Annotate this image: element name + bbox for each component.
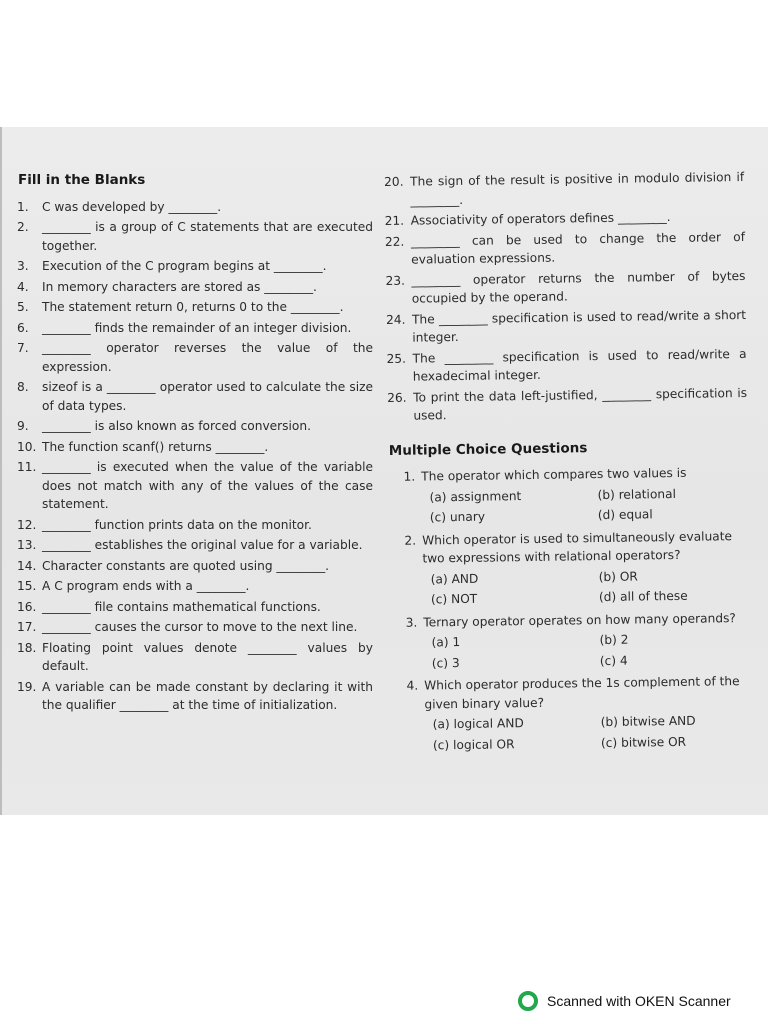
item-text: Character constants are quoted using ________. <box>42 558 330 573</box>
item-text: ________ causes the cursor to move to the next line. <box>42 620 358 634</box>
fill-in-blank-item <box>387 383 747 425</box>
item-text: A C program ends with a ________. <box>42 579 250 593</box>
item-number: 16. <box>17 599 37 614</box>
item-number: 19. <box>17 679 37 694</box>
item-number: 10. <box>17 439 37 454</box>
item-number: 11. <box>17 460 37 474</box>
right-column <box>384 168 752 759</box>
oken-scanner-logo-icon <box>517 990 539 1012</box>
mcq-option: (c) bitwise OR <box>600 734 687 750</box>
mcq-question-row <box>389 526 749 568</box>
mcq-list <box>388 463 752 755</box>
item-text: To print the data left-justified, ________ specification is used. <box>413 385 748 423</box>
item-number: 25. <box>386 351 407 366</box>
mcq-option: (b) bitwise AND <box>600 713 696 730</box>
mcq-option: (c) 4 <box>599 653 628 668</box>
item-number: 9. <box>17 419 29 433</box>
mcq-question-text: Which operator produces the 1s complement of the given binary value? <box>424 674 740 711</box>
mcq-option: (b) relational <box>597 486 677 502</box>
fill-in-blank-item <box>17 298 373 317</box>
item-text: ________ is also known as forced conversion. <box>42 419 311 433</box>
fill-in-blank-item <box>384 168 744 210</box>
item-number: 13. <box>17 538 37 552</box>
fill-in-blank-item <box>386 344 746 386</box>
fill-in-blank-item <box>385 227 745 269</box>
item-text: Execution of the C program begins at ________. <box>42 259 327 273</box>
item-number: 2. <box>17 220 29 234</box>
item-number: 20. <box>384 174 404 189</box>
fill-in-blanks-heading: Fill in the Blanks <box>18 172 146 188</box>
item-text: The ________ specification is used to read/write a hexadecimal integer. <box>412 346 747 384</box>
mcq-option: (c) unary <box>429 509 486 525</box>
fill-in-blank-item <box>17 417 373 436</box>
item-text: ________ is a group of C statements that are executed together. <box>42 220 373 253</box>
mcq-question-text: The operator which compares two values is <box>421 465 687 484</box>
item-text: C was developed by ________. <box>42 199 222 214</box>
item-text: The ________ specification is used to read/write a short integer. <box>411 307 747 345</box>
mcq-option: (b) 2 <box>599 632 629 648</box>
mcq-option: (a) 1 <box>431 634 461 650</box>
mcq-option: (c) logical OR <box>432 736 515 752</box>
fill-in-blank-item <box>17 198 373 217</box>
fill-in-blank-item <box>17 257 373 276</box>
mcq-option: (b) OR <box>598 568 638 584</box>
item-text: ________ finds the remainder of an integer division. <box>42 320 352 335</box>
mcq-question <box>390 608 751 673</box>
item-number: 4. <box>17 279 29 294</box>
item-text: The function scanf() returns ________. <box>42 439 269 454</box>
item-text: The sign of the result is positive in modulo division if ________. <box>410 169 745 208</box>
item-number: 3. <box>17 259 29 273</box>
item-text: ________ operator reverses the value of the expression. <box>42 341 373 374</box>
fill-in-blank-item <box>385 266 745 308</box>
item-number: 24. <box>385 312 406 327</box>
item-number: 7. <box>17 341 29 355</box>
fill-in-blank-item <box>17 339 373 376</box>
fill-in-blanks-list-left <box>17 198 373 715</box>
item-text: ________ establishes the original value for a variable. <box>42 538 363 552</box>
document-page <box>0 127 768 815</box>
mcq-option: (d) equal <box>597 507 653 523</box>
item-text: A variable can be made constant by declaring it with the qualifier ________ at the time of initialization. <box>42 679 373 712</box>
mcq-options <box>433 711 753 754</box>
item-number: 6. <box>17 320 29 335</box>
mcq-question-row <box>388 463 748 487</box>
mcq-question-text: Ternary operator operates on how many operands? <box>423 610 736 629</box>
mcq-option: (a) logical AND <box>432 716 524 732</box>
mcq-question-row <box>390 608 750 632</box>
item-number: 23. <box>385 273 405 288</box>
fill-in-blanks-list-right <box>384 168 747 426</box>
item-text: In memory characters are stored as ________. <box>42 279 317 294</box>
mcq-question <box>391 672 752 755</box>
mcq-question-number: 4. <box>406 678 419 693</box>
mcq-option: (c) 3 <box>431 655 460 670</box>
fill-in-blank-item <box>17 438 373 457</box>
item-text: Associativity of operators defines ________. <box>410 210 671 228</box>
item-number: 15. <box>17 579 37 593</box>
mcq-question <box>389 526 750 609</box>
fill-in-blank-item <box>17 378 373 415</box>
fill-in-blank-item <box>386 305 746 347</box>
fill-in-blank-item <box>17 557 373 576</box>
item-number: 17. <box>17 620 37 634</box>
item-text: ________ is executed when the value of the variable does not match with any of the values of the case statement. <box>42 460 373 511</box>
mcq-question-row <box>391 672 751 714</box>
mcq-heading: Multiple Choice Questions <box>388 439 588 459</box>
mcq-options <box>429 483 749 526</box>
item-number: 1. <box>17 199 29 214</box>
fill-in-blank-item <box>17 678 373 715</box>
item-text: The statement return 0, returns 0 to the ________. <box>42 300 344 314</box>
item-text: ________ operator returns the number of bytes occupied by the operand. <box>411 268 746 306</box>
mcq-option: (a) AND <box>430 571 479 586</box>
left-column <box>17 171 373 717</box>
item-number: 12. <box>17 517 37 532</box>
mcq-question <box>388 463 749 528</box>
fill-in-blank-item <box>17 618 373 637</box>
fill-in-blank-item <box>17 598 373 617</box>
mcq-question-text: Which operator is used to simultaneously evaluate two expressions with relational operators? <box>422 528 733 566</box>
scanner-watermark-text: Scanned with OKEN Scanner <box>547 993 731 1009</box>
item-number: 21. <box>384 213 405 228</box>
item-text: ________ can be used to change the order of evaluation expressions. <box>410 229 746 267</box>
fill-in-blank-item <box>17 218 373 255</box>
mcq-question-number: 2. <box>404 533 417 548</box>
item-text: sizeof is a ________ operator used to calculate the size of data types. <box>42 380 373 413</box>
mcq-question-number: 3. <box>405 615 418 630</box>
scanner-watermark <box>517 990 731 1012</box>
mcq-options <box>431 565 751 608</box>
item-number: 22. <box>384 234 405 249</box>
item-number: 8. <box>17 380 29 394</box>
fill-in-blank-item <box>17 536 373 555</box>
item-number: 18. <box>17 640 37 655</box>
mcq-option: (a) assignment <box>429 488 522 504</box>
mcq-option: (d) all of these <box>598 588 688 605</box>
item-text: ________ function prints data on the monitor. <box>42 517 312 532</box>
mcq-options <box>431 629 751 672</box>
fill-in-blank-item <box>17 577 373 596</box>
item-text: Floating point values denote ________ values by default. <box>42 640 373 673</box>
fill-in-blank-item <box>17 319 373 338</box>
fill-in-blank-item <box>17 516 373 535</box>
mcq-option: (c) NOT <box>430 591 478 607</box>
item-number: 14. <box>17 558 37 573</box>
item-number: 26. <box>387 390 407 405</box>
item-text: ________ file contains mathematical functions. <box>42 599 321 614</box>
fill-in-blank-item <box>17 639 373 676</box>
fill-in-blank-item <box>385 207 745 231</box>
item-number: 5. <box>17 300 29 314</box>
fill-in-blank-item <box>17 458 373 514</box>
fill-in-blank-item <box>17 278 373 297</box>
mcq-question-number: 1. <box>403 469 416 484</box>
